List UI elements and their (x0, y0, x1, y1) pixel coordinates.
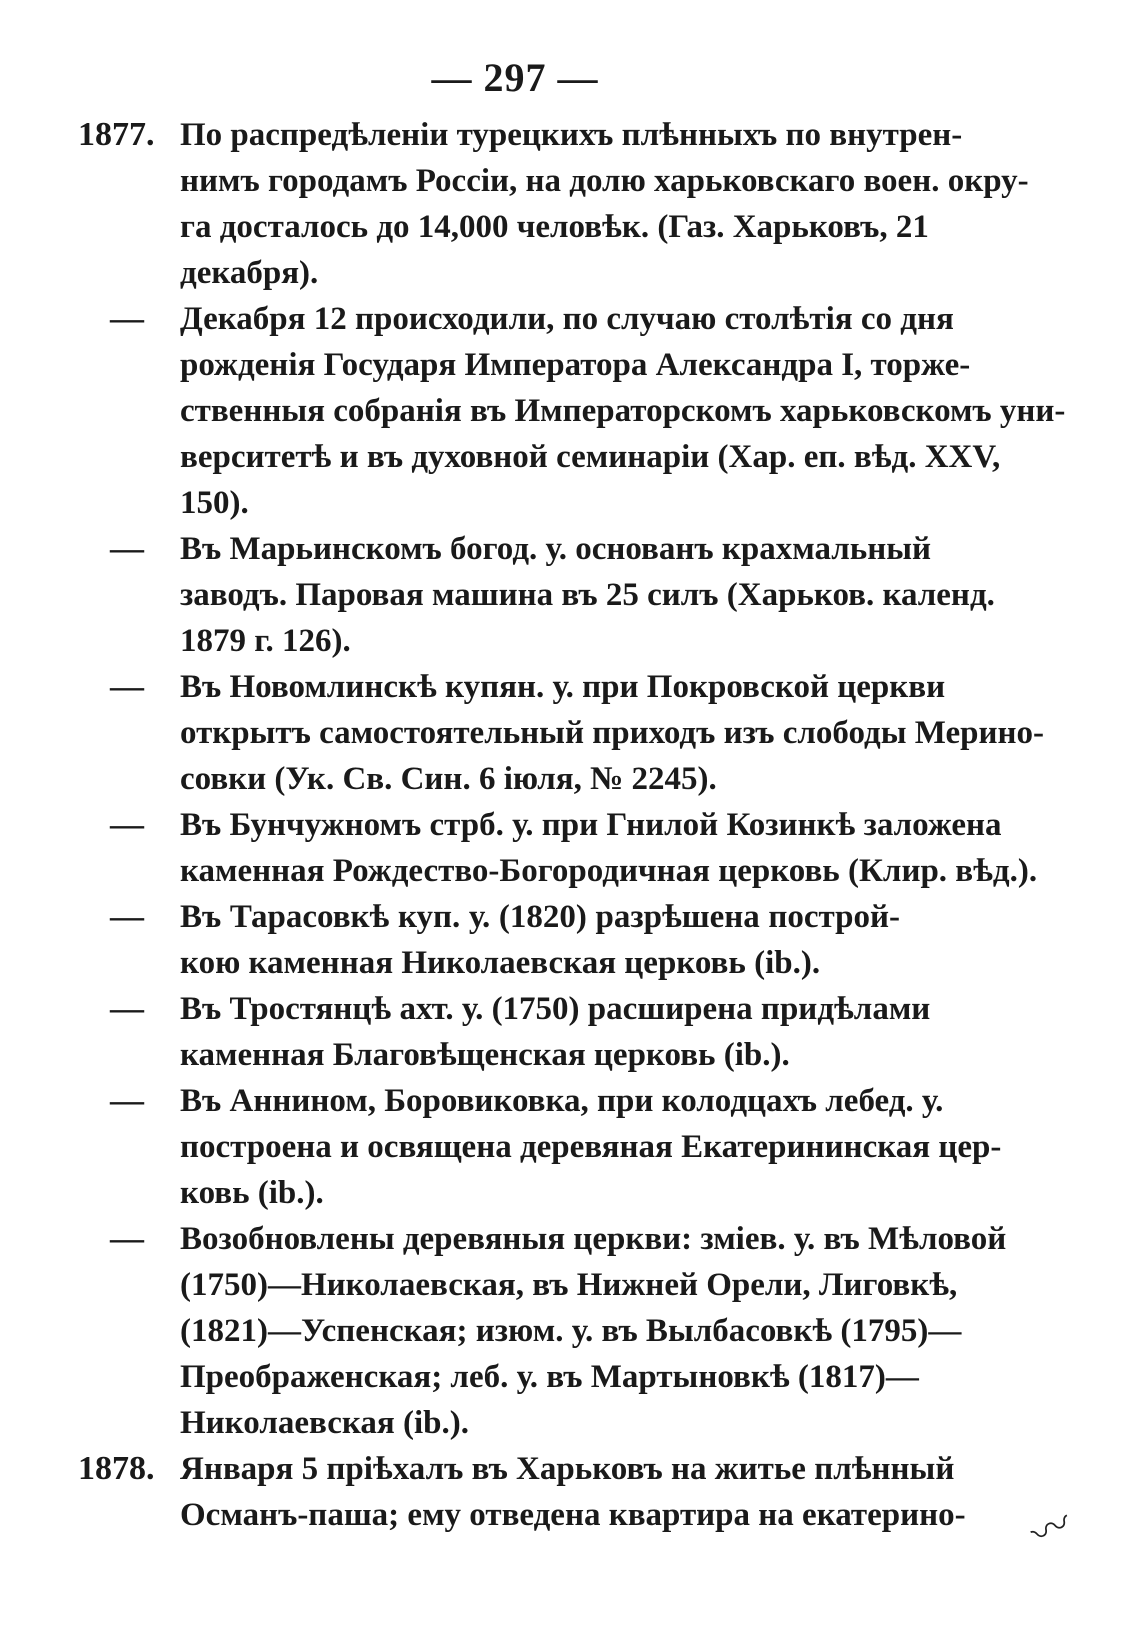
entry-line: совки (Ук. Св. Син. 6 іюля, № 2245). (180, 761, 717, 797)
dash-marker: — (110, 1082, 144, 1119)
chronicle-entry (0, 112, 1140, 296)
chronicle-entry (0, 1078, 1140, 1216)
ink-smudge-icon: 〰 (1023, 1500, 1079, 1559)
dash-marker: — (110, 898, 144, 935)
chronicle-entry (0, 1446, 1140, 1538)
entry-line: верситетѣ и въ духовной семинаріи (Хар. еп. вѣд. XXV, (180, 439, 1001, 475)
entry-line: каменная Рождество-Богородичная церковь (Клир. вѣд.). (180, 853, 1038, 889)
entry-line: (1821)—Успенская; изюм. у. въ Вылбасовкѣ (1795)— (180, 1313, 962, 1349)
chronicle-entry (0, 664, 1140, 802)
entry-line: заводъ. Паровая машина въ 25 силъ (Харьков. календ. (180, 577, 995, 613)
dash-marker: — (110, 990, 144, 1027)
entry-line: рожденія Государя Императора Александра I, торже- (180, 347, 971, 383)
entry-line: Декабря 12 происходили, по случаю столѣтія со дня (180, 301, 954, 337)
chronicle-entry (0, 986, 1140, 1078)
entry-line: Возобновлены деревяныя церкви: зміев. у. въ Мѣловой (180, 1221, 1007, 1257)
entry-line: Османъ-паша; ему отведена квартира на екатерино- (180, 1497, 966, 1533)
chronicle-entries (0, 112, 1140, 1538)
entry-line: га досталось до 14,000 человѣк. (Газ. Харьковъ, 21 (180, 209, 929, 245)
entry-line: Николаевская (ib.). (180, 1405, 469, 1441)
entry-line: Въ Аннином, Боровиковка, при колодцахъ лебед. у. (180, 1083, 944, 1119)
entry-line: открытъ самостоятельный приходъ изъ слободы Мерино- (180, 715, 1044, 751)
entry-line: Въ Марьинскомъ богод. у. основанъ крахмальный (180, 531, 932, 567)
entry-line: декабря). (180, 255, 319, 291)
entry-line: Преображенская; леб. у. въ Мартыновкѣ (1817)— (180, 1359, 919, 1395)
year-marker: 1877. (78, 116, 155, 153)
entry-line: Въ Новомлинскѣ купян. у. при Покровской церкви (180, 669, 946, 705)
entry-line: Въ Бунчужномъ стрб. у. при Гнилой Козинкѣ заложена (180, 807, 1002, 843)
entry-line: нимъ городамъ Россіи, на долю харьковскаго воен. окру- (180, 163, 1029, 199)
chronicle-entry (0, 296, 1140, 526)
dash-marker: — (110, 668, 144, 705)
chronicle-entry (0, 802, 1140, 894)
entry-line: кою каменная Николаевская церковь (ib.). (180, 945, 821, 981)
dash-marker: — (110, 1220, 144, 1257)
page-number: — 297 — (431, 55, 599, 100)
entry-line: По распредѣленіи турецкихъ плѣнныхъ по внутрен- (180, 117, 963, 153)
dash-marker: — (110, 300, 144, 337)
entry-line: ковь (ib.). (180, 1175, 324, 1211)
entry-line: 150). (180, 485, 249, 521)
chronicle-entry (0, 526, 1140, 664)
entry-line: Января 5 пріѣхалъ въ Харьковъ на житье плѣнный (180, 1451, 955, 1487)
entry-line: (1750)—Николаевская, въ Нижней Орели, Лиговкѣ, (180, 1267, 958, 1303)
dash-marker: — (110, 530, 144, 567)
entry-line: ственныя собранія въ Императорскомъ харьковскомъ уни- (180, 393, 1066, 429)
chronicle-entry (0, 894, 1140, 986)
entry-line: построена и освящена деревяная Екатерининская цер- (180, 1129, 1002, 1165)
chronicle-entry (0, 1216, 1140, 1446)
entry-line: Въ Тростянцѣ ахт. у. (1750) расширена придѣлами (180, 991, 931, 1027)
dash-marker: — (110, 806, 144, 843)
entry-line: 1879 г. 126). (180, 623, 351, 659)
entry-line: каменная Благовѣщенская церковь (ib.). (180, 1037, 790, 1073)
entry-line: Въ Тарасовкѣ куп. у. (1820) разрѣшена построй- (180, 899, 900, 935)
year-marker: 1878. (78, 1450, 155, 1487)
